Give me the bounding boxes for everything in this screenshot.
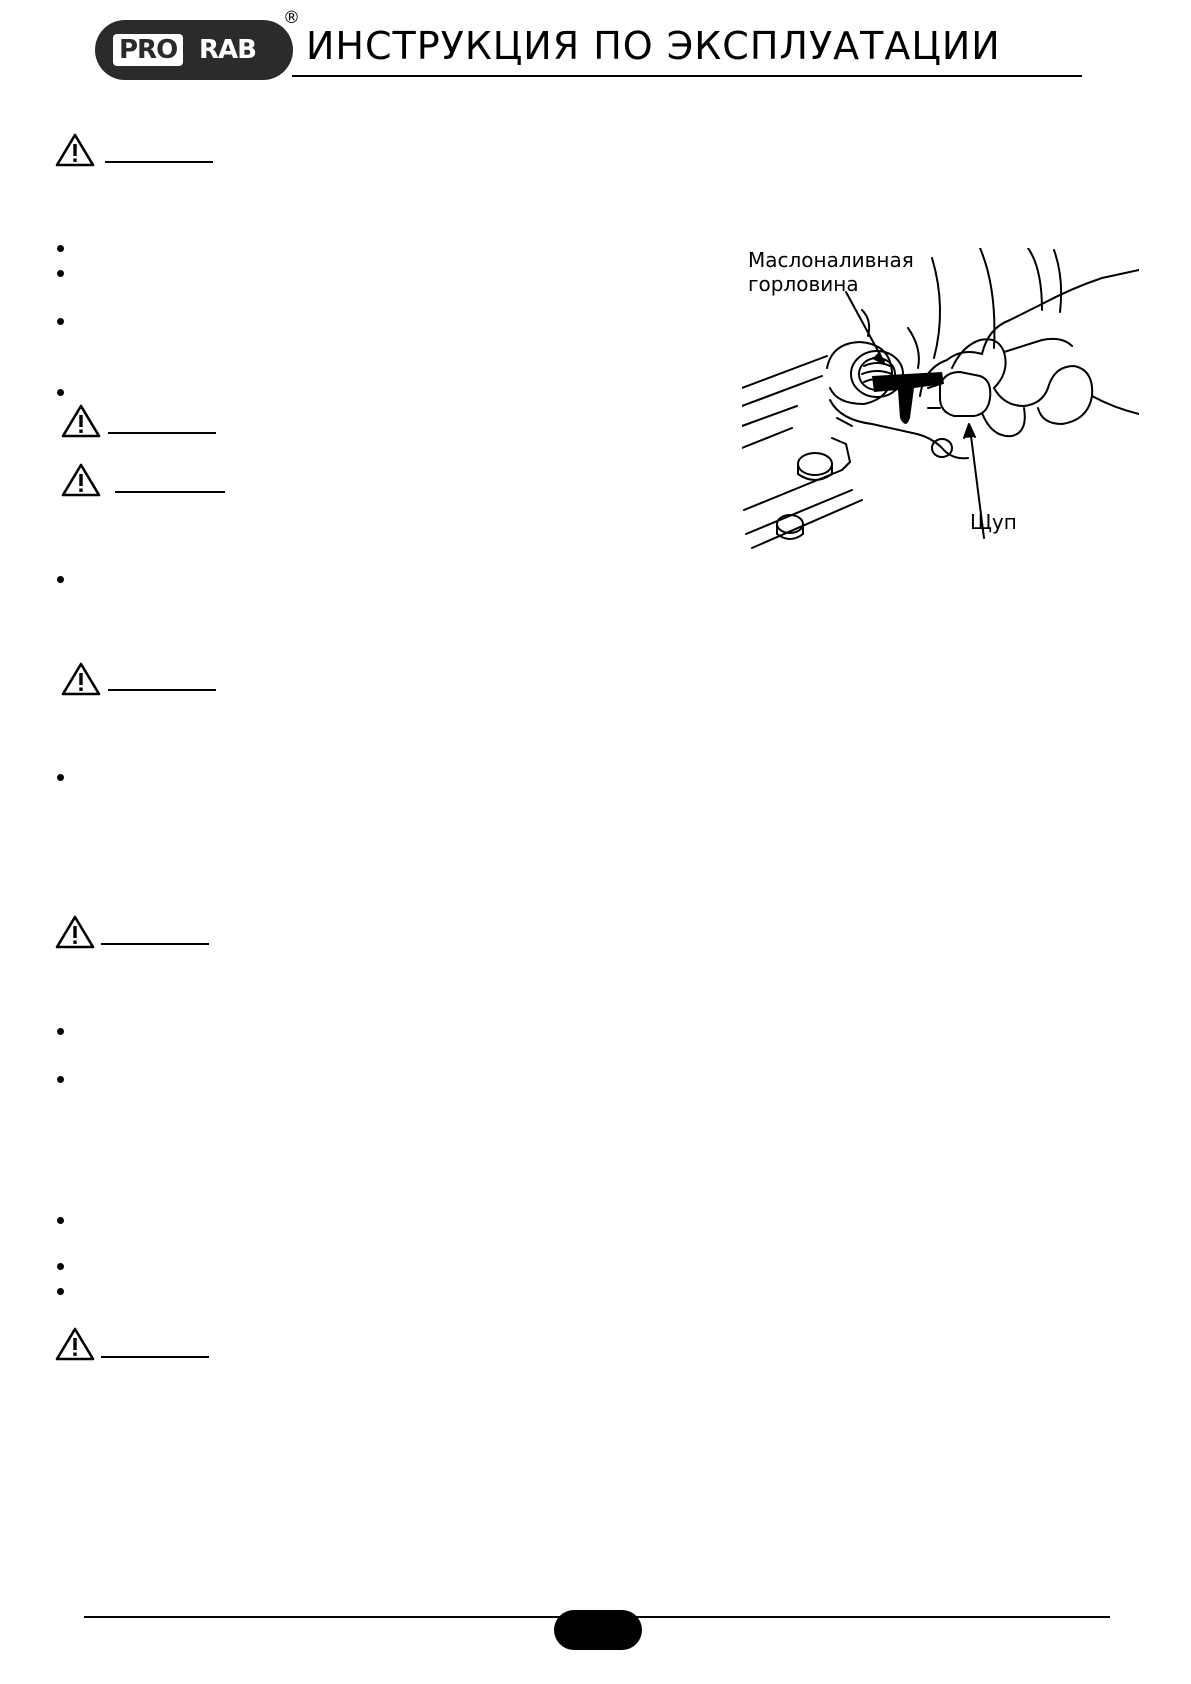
warning-heading-line — [105, 161, 213, 163]
bullet-icon — [57, 270, 64, 277]
warning-triangle-icon — [61, 662, 101, 696]
oil-drip — [872, 372, 944, 424]
warning-triangle-icon — [61, 404, 101, 438]
logo-pro-text: PRO — [113, 34, 183, 66]
warning-heading-line — [101, 943, 209, 945]
warning-triangle-icon — [55, 1327, 95, 1361]
warning-triangle-icon — [55, 133, 95, 167]
figure-label-dipstick: Щуп — [970, 510, 1017, 534]
bullet-icon — [57, 245, 64, 252]
warning-heading-line — [101, 1356, 209, 1358]
brand-logo — [95, 20, 293, 80]
bullet-icon — [57, 1217, 64, 1224]
warning-triangle-icon — [61, 463, 101, 497]
header-rule — [292, 75, 1082, 77]
bullet-icon — [57, 1263, 64, 1270]
document-title: ИНСТРУКЦИЯ ПО ЭКСПЛУАТАЦИИ — [306, 24, 1001, 68]
warning-triangle-icon — [55, 915, 95, 949]
figure-label-filler-neck: Маслоналивная горловина — [748, 248, 914, 296]
page-number-badge — [554, 1610, 642, 1650]
logo-rab-text: RAB — [199, 35, 256, 65]
bullet-icon — [57, 318, 64, 325]
warning-heading-line — [115, 491, 225, 493]
bullet-icon — [57, 1288, 64, 1295]
bullet-icon — [57, 1076, 64, 1083]
warning-heading-line — [108, 689, 216, 691]
bullet-icon — [57, 576, 64, 583]
oil-filler-illustration — [742, 248, 1139, 555]
warning-heading-line — [108, 432, 216, 434]
bullet-icon — [57, 1028, 64, 1035]
bullet-icon — [57, 774, 64, 781]
bullet-icon — [57, 389, 64, 396]
registered-mark: ® — [283, 8, 300, 28]
